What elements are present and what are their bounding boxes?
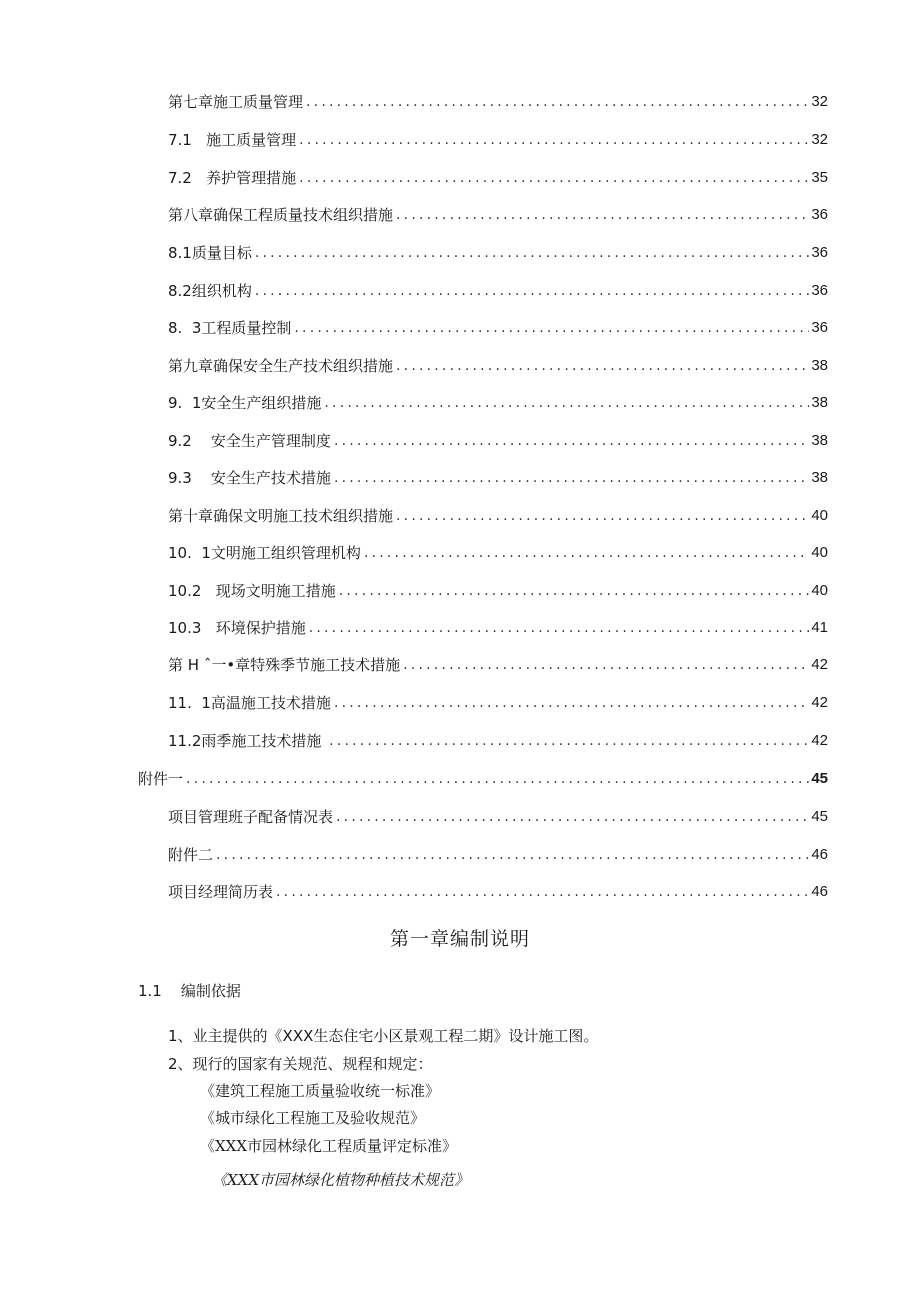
toc-entry-ch11[interactable]	[168, 652, 828, 676]
toc-label: 7.2 养护管理措施	[168, 168, 297, 187]
toc-page-number: 42	[811, 731, 828, 749]
toc-leader-dots	[339, 583, 810, 599]
toc-entry-8-1[interactable]	[168, 240, 828, 264]
toc-entry-7-2[interactable]	[168, 165, 828, 189]
toc-leader-dots	[186, 771, 809, 787]
toc-entry-ch9[interactable]	[168, 353, 828, 377]
toc-label: 11.2雨季施工技术措施	[168, 731, 327, 750]
toc-leader-dots	[396, 207, 809, 223]
toc-leader-dots	[329, 733, 809, 749]
toc-label: 第九章确保安全生产技术组织措施	[168, 356, 394, 375]
standard-item: 《建筑工程施工质量验收统一标准》	[200, 1082, 441, 1100]
toc-leader-dots	[324, 395, 809, 411]
toc-page-number: 40	[811, 506, 828, 524]
toc-label: 10. 1文明施工组织管理机构	[168, 543, 361, 562]
toc-entry-ch10[interactable]	[168, 503, 828, 527]
toc-label: 8.2组织机构	[168, 281, 252, 300]
toc-page-number: 35	[811, 168, 828, 186]
toc-entry-appendix-2[interactable]	[168, 842, 828, 866]
toc-page-number: 36	[811, 205, 828, 223]
toc-page-number: 46	[811, 882, 828, 900]
toc-page-number: 36	[811, 243, 828, 261]
toc-leader-dots	[403, 657, 809, 673]
toc-leader-dots	[364, 545, 809, 561]
toc-label: 8.1质量目标	[168, 243, 252, 262]
toc-label: 附件二	[168, 845, 214, 864]
toc-entry-10-2[interactable]	[168, 578, 828, 602]
toc-label: 9. 1安全生产组织措施	[168, 393, 322, 412]
toc-entry-management-team-table[interactable]	[168, 804, 828, 828]
toc-entry-8-3[interactable]	[168, 315, 828, 339]
toc-entry-10-3[interactable]	[168, 615, 828, 639]
toc-entry-appendix-1[interactable]	[138, 766, 828, 790]
toc-entry-9-3[interactable]	[168, 465, 828, 489]
toc-label: 第七章施工质量管理	[168, 92, 304, 111]
toc-page-number: 46	[811, 845, 828, 863]
toc-entry-7-1[interactable]	[168, 127, 828, 151]
toc-entry-11-1[interactable]	[168, 690, 828, 714]
toc-entry-10-1[interactable]	[168, 540, 828, 564]
toc-page-number: 40	[811, 581, 828, 599]
toc-label: 第十章确保文明施工技术组织措施	[168, 506, 394, 525]
toc-page-number: 42	[811, 693, 828, 711]
toc-label: 8. 3工程质量控制	[168, 318, 292, 337]
toc-leader-dots	[334, 433, 809, 449]
toc-leader-dots	[334, 695, 809, 711]
toc-page-number: 45	[811, 807, 828, 825]
toc-leader-dots	[276, 884, 809, 900]
toc-leader-dots	[396, 508, 809, 524]
toc-label: 9.2 安全生产管理制度	[168, 431, 331, 450]
toc-label: 项目经理简历表	[168, 882, 274, 901]
toc-label: 9.3 安全生产技术措施	[168, 468, 331, 487]
standard-item: 《城市绿化工程施工及验收规范》	[200, 1109, 426, 1127]
toc-leader-dots	[396, 358, 809, 374]
toc-entry-pm-resume-table[interactable]	[168, 879, 828, 903]
toc-page-number: 45	[811, 769, 828, 787]
toc-leader-dots	[299, 132, 809, 148]
toc-entry-9-2[interactable]	[168, 428, 828, 452]
toc-page-number: 41	[811, 618, 828, 636]
section-heading: 1.1 编制依据	[138, 982, 241, 1000]
toc-label: 7.1 施工质量管理	[168, 130, 297, 149]
toc-entry-ch7[interactable]	[168, 89, 828, 113]
toc-entry-9-1[interactable]	[168, 390, 828, 414]
toc-leader-dots	[336, 809, 809, 825]
toc-page-number: 38	[811, 356, 828, 374]
toc-entry-8-2[interactable]	[168, 278, 828, 302]
toc-page-number: 42	[811, 655, 828, 673]
standard-item: 《XXX市园林绿化植物种植技术规范》	[212, 1171, 470, 1189]
chapter-title: 第一章编制说明	[389, 928, 530, 950]
basis-item-2: 2、现行的国家有关规范、规程和规定：	[168, 1055, 433, 1073]
toc-page-number: 36	[811, 318, 828, 336]
toc-page-number: 38	[811, 393, 828, 411]
toc-leader-dots	[294, 320, 809, 336]
basis-item-1: 1、业主提供的《XXX生态住宅小区景观工程二期》设计施工图。	[168, 1027, 599, 1045]
toc-leader-dots	[299, 170, 809, 186]
toc-label: 10.3 环境保护措施	[168, 618, 306, 637]
toc-leader-dots	[309, 620, 810, 636]
toc-entry-11-2[interactable]	[168, 728, 828, 752]
toc-label: 11. 1高温施工技术措施	[168, 693, 331, 712]
toc-page-number: 40	[811, 543, 828, 561]
toc-page-number: 38	[811, 431, 828, 449]
toc-leader-dots	[255, 283, 809, 299]
toc-entry-ch8[interactable]	[168, 202, 828, 226]
toc-leader-dots	[306, 94, 809, 110]
toc-leader-dots	[255, 245, 809, 261]
toc-leader-dots	[334, 470, 809, 486]
toc-label: 附件一	[138, 769, 184, 788]
standard-item: 《XXX市园林绿化工程质量评定标准》	[200, 1137, 458, 1155]
toc-label: 10.2 现场文明施工措施	[168, 581, 336, 600]
toc-page-number: 32	[811, 92, 828, 110]
toc-label: 项目管理班子配备情况表	[168, 807, 334, 826]
toc-page-number: 36	[811, 281, 828, 299]
toc-leader-dots	[216, 847, 809, 863]
toc-page-number: 38	[811, 468, 828, 486]
toc-label: 第八章确保工程质量技术组织措施	[168, 205, 394, 224]
toc-page-number: 32	[811, 130, 828, 148]
toc-label: 第 H ˆ一•章特殊季节施工技术措施	[168, 655, 401, 674]
